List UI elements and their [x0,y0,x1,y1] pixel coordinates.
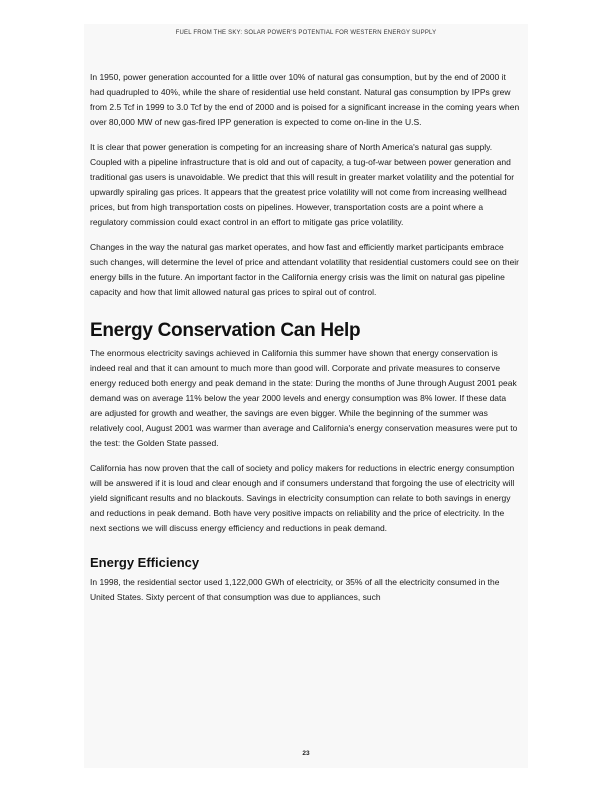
body-paragraph: Changes in the way the natural gas market operates, and how fast and efficiently market participants embrace such changes, will determine the level of price and attendant volatility that residential customers could see on their energy bills in the future. An important factor in the California energy crisis was the limit on natural gas pipeline capacity and how that limit allowed natural gas prices to spiral out of control. [90,242,520,297]
body-paragraph: The enormous electricity savings achieved in California this summer have shown that energy conservation is indeed real and that it can amount to much more than good will. Corporate and private measures to conserve energy reduced both energy and peak demand in the state: During the months of June through August 2001 peak demand was on average 11% below the year 2000 levels and energy consumption was 8% lower. If these data are adjusted for growth and weather, the savings are even bigger. While the beginning of the summer was relatively cool, August 2001 was warmer than average and California's energy conservation measures were put to the test: the Golden State passed. [90,348,518,448]
subsection-heading: Energy Efficiency [90,555,200,570]
body-paragraph: California has now proven that the call of society and policy makers for reductions in electric energy consumption will be answered if it is loud and clear enough and if consumers understand that forgoing the use of electricity will yield significant results and no blackouts. Savings in electricity consumption can relate to both savings in energy and reductions in peak demand. Both have very positive impacts on reliability and the price of electricity. In the next sections we will discuss energy efficiency and reductions in peak demand. [90,463,515,533]
running-header: FUEL FROM THE SKY: SOLAR POWER'S POTENTIAL FOR WESTERN ENERGY SUPPLY [175,30,437,36]
body-paragraph: In 1950, power generation accounted for a little over 10% of natural gas consumption, but by the end of 2000 it had quadrupled to 40%, while the share of residential use held constant. Natural gas consumption by IPPs grew from 2.5 Tcf in 1999 to 3.0 Tcf by the end of 2000 and is poised for a significant increase in the coming years when over 80,000 MW of new gas-fired IPP generation is expected to come on-line in the U.S. [90,72,520,127]
page-content [90,70,520,615]
body-paragraph: In 1998, the residential sector used 1,122,000 GWh of electricity, or 35% of all the electricity consumed in the United States. Sixty percent of that consumption was due to appliances, such [90,577,500,602]
page-number: 23 [302,750,310,757]
section-heading: Energy Conservation Can Help [90,320,361,341]
body-paragraph: It is clear that power generation is competing for an increasing share of North America's natural gas supply. Coupled with a pipeline infrastructure that is old and out of capacity, a tug-of-war between power generation and traditional gas users is unavoidable. We predict that this will result in greater market volatility and the potential for upwardly spiraling gas prices. It appears that the greatest price volatility will not come from increasing wellhead prices, but from high transportation costs on pipelines. However, transportation costs are a point where a regulatory commission could exact control in an effort to mitigate gas price volatility. [90,142,515,227]
